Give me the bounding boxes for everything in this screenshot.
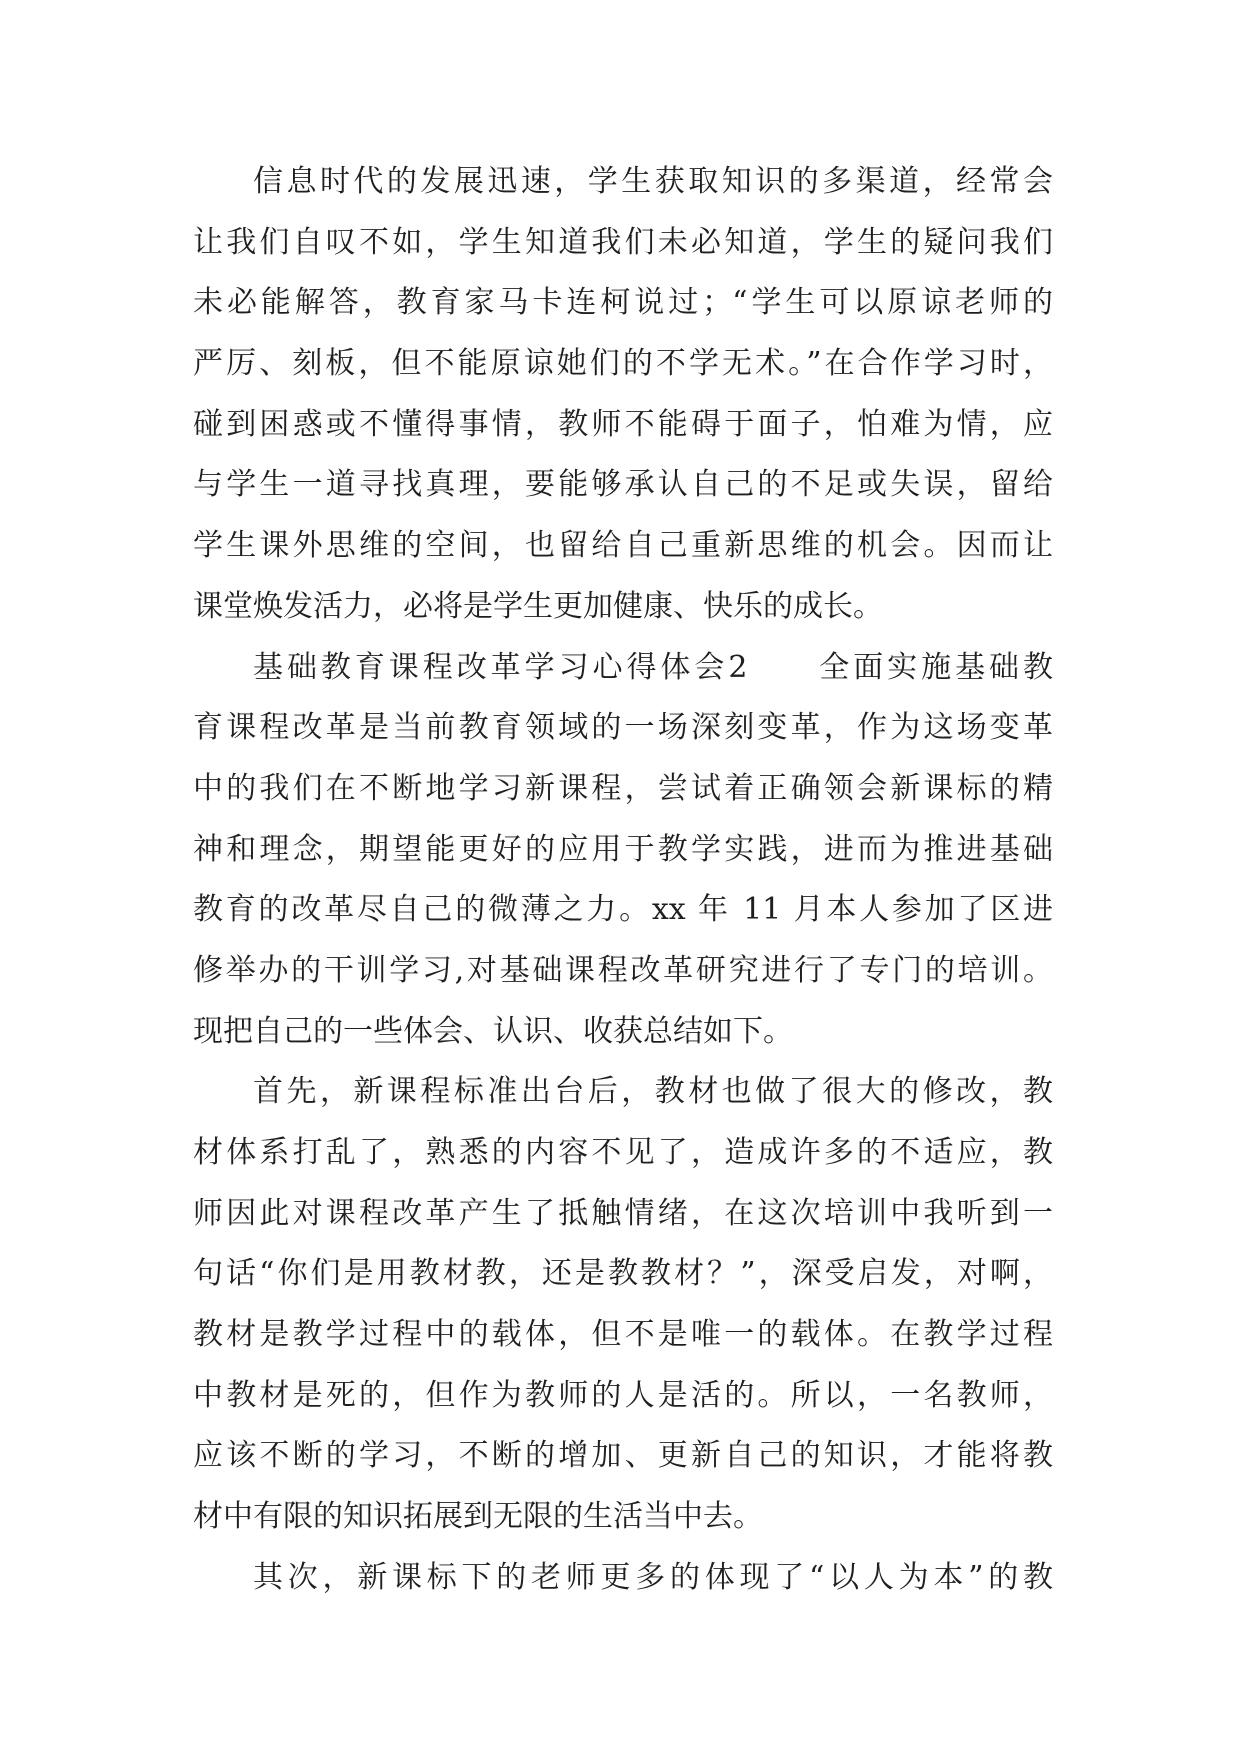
text-line: 教材是教学过程中的载体，但不是唯一的载体。在教学过程 [193,1317,1053,1353]
text-line: 神和理念，期望能更好的应用于教学实践，进而为推进基础 [193,831,1053,867]
text-line: 育课程改革是当前教育领域的一场深刻变革，作为这场变革 [193,710,1053,746]
text-line: 严厉、刻板，但不能原谅她们的不学无术。”在合作学习时， [193,346,1053,382]
text-line: 让我们自叹不如，学生知道我们未必知道，学生的疑问我们 [193,224,1053,260]
text-line: 材中有限的知识拓展到无限的生活当中去。 [193,1499,763,1535]
document-body [193,152,1053,1609]
text-line: 修举办的干训学习,对基础课程改革研究进行了专门的培训。 [193,952,1053,988]
text-line: 碰到困惑或不懂得事情，教师不能碍于面子，怕难为情，应 [193,406,1053,442]
text-line: 信息时代的发展迅速，学生获取知识的多渠道，经常会 [253,164,1053,199]
text-line: 课堂焕发活力，必将是学生更加健康、快乐的成长。 [193,588,883,624]
text-line: 首先，新课程标准出台后，教材也做了很大的修改，教 [253,1074,1053,1110]
text-line: 教育的改革尽自己的微薄之力。xx 年 11 月本人参加了区进 [193,892,1053,928]
text-line: 材体系打乱了，熟悉的内容不见了，造成许多的不适应，教 [193,1135,1053,1170]
text-line: 学生课外思维的空间，也留给自己重新思维的机会。因而让 [193,528,1053,564]
text-line: 基础教育课程改革学习心得体会2 全面实施基础教 [253,649,1053,685]
text-line: 师因此对课程改革产生了抵触情绪，在这次培训中我听到一 [193,1195,1053,1231]
text-line: 中教材是死的，但作为教师的人是活的。所以，一名教师， [193,1377,1053,1413]
text-line: 应该不断的学习，不断的增加、更新自己的知识，才能将教 [193,1438,1053,1474]
text-line: 与学生一道寻找真理，要能够承认自己的不足或失误，留给 [193,467,1053,503]
text-line: 现把自己的一些体会、认识、收获总结如下。 [193,1013,793,1049]
text-line: 句话“你们是用教材教，还是教教材？”，深受启发，对啊， [193,1256,1053,1292]
text-line: 其次，新课标下的老师更多的体现了“以人为本”的教 [253,1559,1053,1595]
text-line: 中的我们在不断地学习新课程，尝试着正确领会新课标的精 [193,770,1053,806]
text-line: 未必能解答，教育家马卡连柯说过；“学生可以原谅老师的 [193,285,1053,321]
